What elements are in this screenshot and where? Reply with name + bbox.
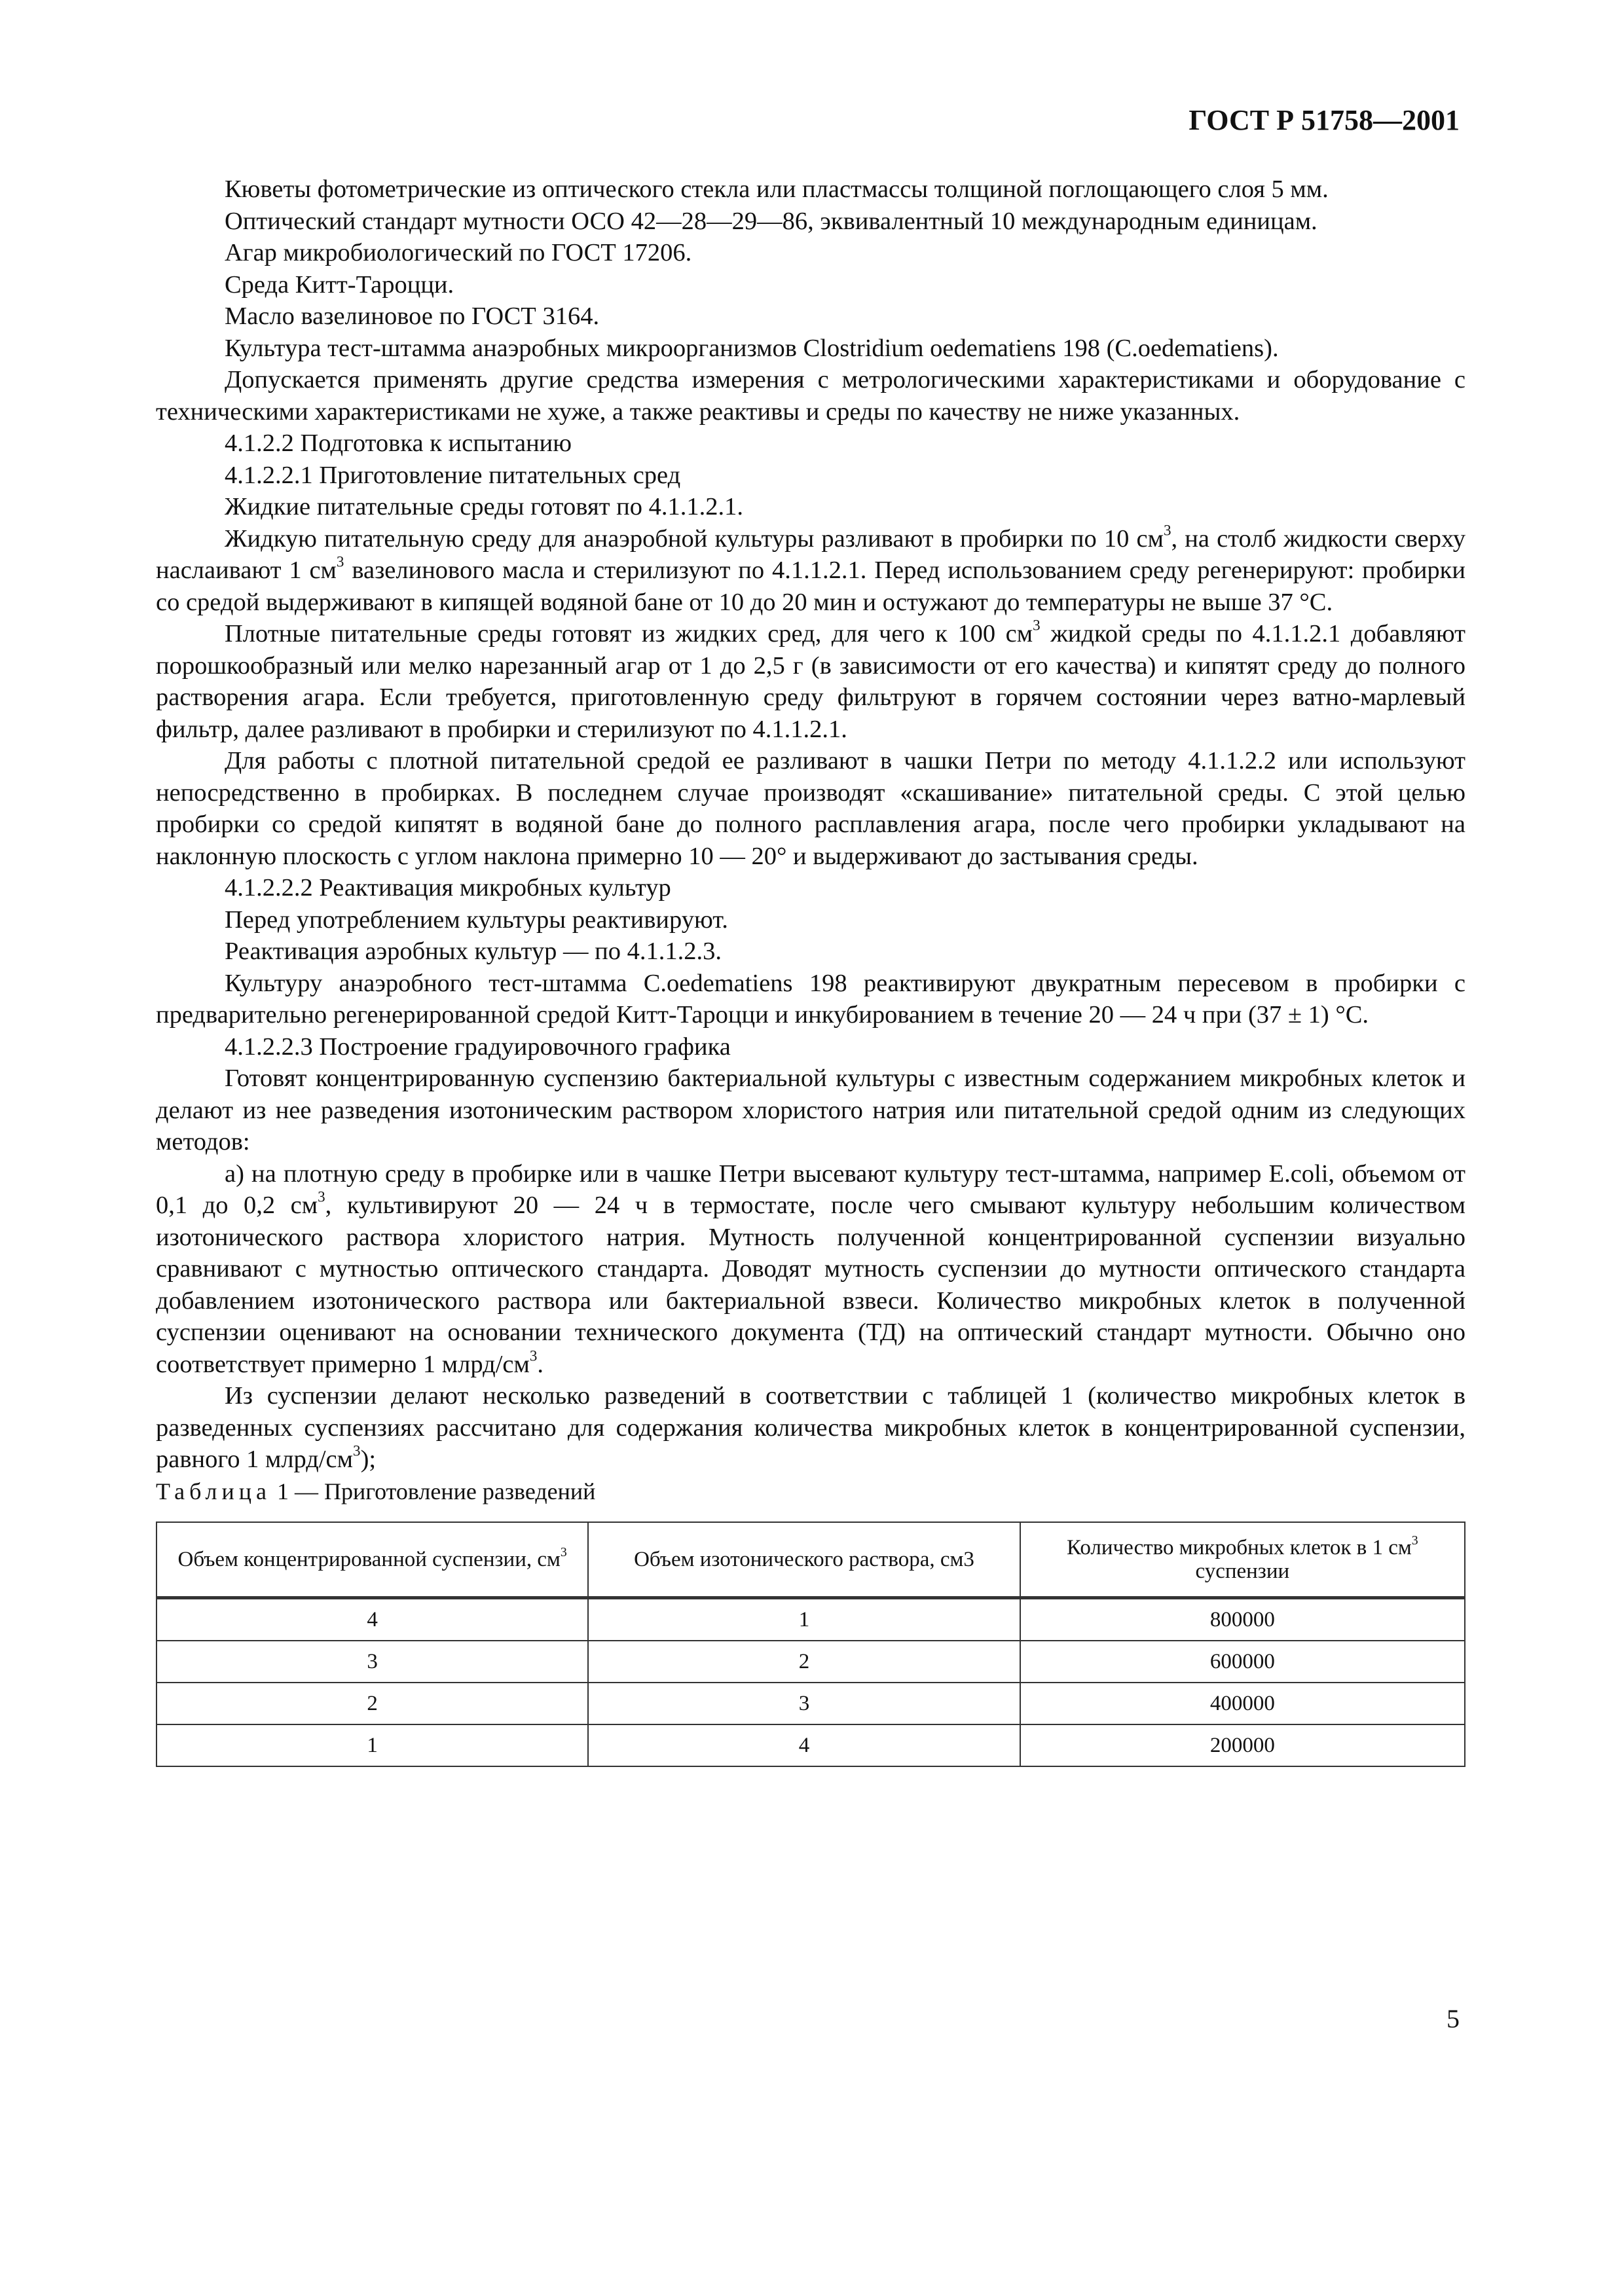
paragraph: Реактивация аэробных культур — по 4.1.1.2.3.	[225, 938, 722, 965]
paragraph: Агар микробиологический по ГОСТ 17206.	[225, 239, 692, 266]
paragraph: Кюветы фотометрические из оптического стекла или пластмассы толщиной поглощающего слоя 5 мм.	[225, 175, 1329, 203]
table-cell: 800000	[1020, 1598, 1465, 1641]
section-heading: 4.1.2.2.3 Построение градуировочного графика	[225, 1032, 731, 1061]
document-body	[156, 173, 1465, 1767]
table-header-row	[157, 1522, 1465, 1598]
table-cell: 2	[588, 1641, 1020, 1683]
paragraph: Для работы с плотной питательной средой ее разливают в чашки Петри по методу 4.1.1.2.2 или используют непосредственно в пробирках. В последнем случае производят «скашивание» питательной среды. С этой целью пробирки со средой кипятят в водяной бане до полного расплавления агара, после чего пробирки укладывают на наклонную плоскость с углом наклона примерно 10 — 20° и выдерживают до застывания среды.	[156, 747, 1465, 870]
section-heading: 4.1.2.2 Подготовка к испытанию	[225, 429, 572, 457]
header-concentrated-volume: Объем концентрированной суспензии, $см^3$	[157, 1522, 588, 1598]
paragraph-method-a: а) на плотную среду в пробирке или в чашке Петри высевают культуру тест-штамма, например E.coli, объемом от 0,1 до 0,2 $см^3$, культивируют 20 — 24 ч в термостате, после чего смывают культуру небольшим количеством изотонического раствора хлористого натрия. Мутность полученной концентрированной суспензии визуально сравнивают с мутностью оптического стандарта. Доводят мутность суспензии до мутности оптического стандарта добавлением изотонического раствора или бактериальной взвеси. Количество микробных клеток в полученной суспензии оценивают на основании технического документа (ТД) на оптический стандарт мутности. Обычно оно соответствует примерно 1 млрд/$см^3$.	[156, 1159, 1465, 1378]
table-cell: 3	[588, 1683, 1020, 1724]
paragraph: Среда Китт-Тароцци.	[225, 270, 454, 299]
paragraph: Допускается применять другие средства измерения с метрологическими характеристиками и оборудование с техническими характеристиками не хуже, а также реактивы и среды по качеству не ниже указанных.	[156, 366, 1465, 426]
page-number: 5	[1447, 2004, 1460, 2033]
table-cell: 2	[157, 1683, 588, 1724]
dilution-table	[156, 1522, 1465, 1767]
paragraph-solid-medium: Плотные питательные среды готовят из жидких сред, для чего к 100 $см^3$ жидкой среды по 4.1.1.2.1 добавляют порошкообразный или мелко нарезанный агар от 1 до 2,5 г (в зависимости от его качества) и кипятят среду до полного растворения агара. Если требуется, приготовленную среду фильтруют в горячем состоянии через ватно-марлевый фильтр, далее разливают в пробирки и стерилизуют по 4.1.1.2.1.	[156, 616, 1465, 743]
section-heading: 4.1.2.2.1 Приготовление питательных сред	[225, 461, 681, 489]
table-cell: 1	[588, 1598, 1020, 1641]
paragraph-liquid-medium: Жидкую питательную среду для анаэробной культуры разливают в пробирки по 10 $см^3$, на столб жидкости сверху наслаивают 1 $см^3$ вазелинового масла и стерилизуют по 4.1.1.2.1. Перед использованием среду регенерируют: пробирки со средой выдерживают в кипящей водяной бане от 10 до 20 мин и остужают до температуры не выше 37 °С.	[156, 521, 1465, 616]
table-cell: 400000	[1020, 1683, 1465, 1724]
table-cell: 200000	[1020, 1724, 1465, 1766]
paragraph: Оптический стандарт мутности ОСО 42—28—29—86, эквивалентный 10 международным единицам.	[225, 207, 1318, 235]
table-row	[157, 1683, 1465, 1724]
table-cell: 4	[157, 1598, 588, 1641]
document-header: ГОСТ Р 51758—2001	[1189, 104, 1460, 136]
paragraph: Масло вазелиновое по ГОСТ 3164.	[225, 302, 600, 330]
header-isotonic-volume: Объем изотонического раствора, см3	[588, 1522, 1020, 1598]
table-caption: Таблица 1 — Приготовление разведений	[156, 1478, 596, 1504]
table-row	[157, 1598, 1465, 1641]
table-row	[157, 1724, 1465, 1766]
table-cell: 600000	[1020, 1641, 1465, 1683]
table-row	[157, 1641, 1465, 1683]
paragraph: Готовят концентрированную суспензию бактериальной культуры с известным содержанием микробных клеток и делают из нее разведения изотоническим раствором хлористого натрия или питательной средой одним из следующих методов:	[156, 1065, 1465, 1156]
paragraph: Культуру анаэробного тест-штамма C.oedematiens 198 реактивируют двукратным пересевом в пробирки с предварительно регенерированной средой Китт-Тароцци и инкубированием в течение 20 — 24 ч при (37 ± 1) °С.	[156, 969, 1465, 1029]
paragraph: Культура тест-штамма анаэробных микроорганизмов Clostridium oedematiens 198 (C.oedematiens).	[225, 334, 1279, 362]
header-cell-count: Количество микробных клеток в 1 $см^3$ суспензии	[1020, 1522, 1465, 1598]
table-cell: 1	[157, 1724, 588, 1766]
paragraph: Жидкие питательные среды готовят по 4.1.1.2.1.	[225, 493, 743, 520]
section-heading: 4.1.2.2.2 Реактивация микробных культур	[225, 874, 671, 902]
table-cell: 4	[588, 1724, 1020, 1766]
paragraph-dilutions: Из суспензии делают несколько разведений в соответствии с таблицей 1 (количество микробных клеток в разведенных суспензиях рассчитано для содержания количества микробных клеток в концентрированной суспензии, равного 1 млрд/$см^3$);	[156, 1382, 1465, 1473]
table-cell: 3	[157, 1641, 588, 1683]
paragraph: Перед употреблением культуры реактивируют.	[225, 905, 728, 934]
